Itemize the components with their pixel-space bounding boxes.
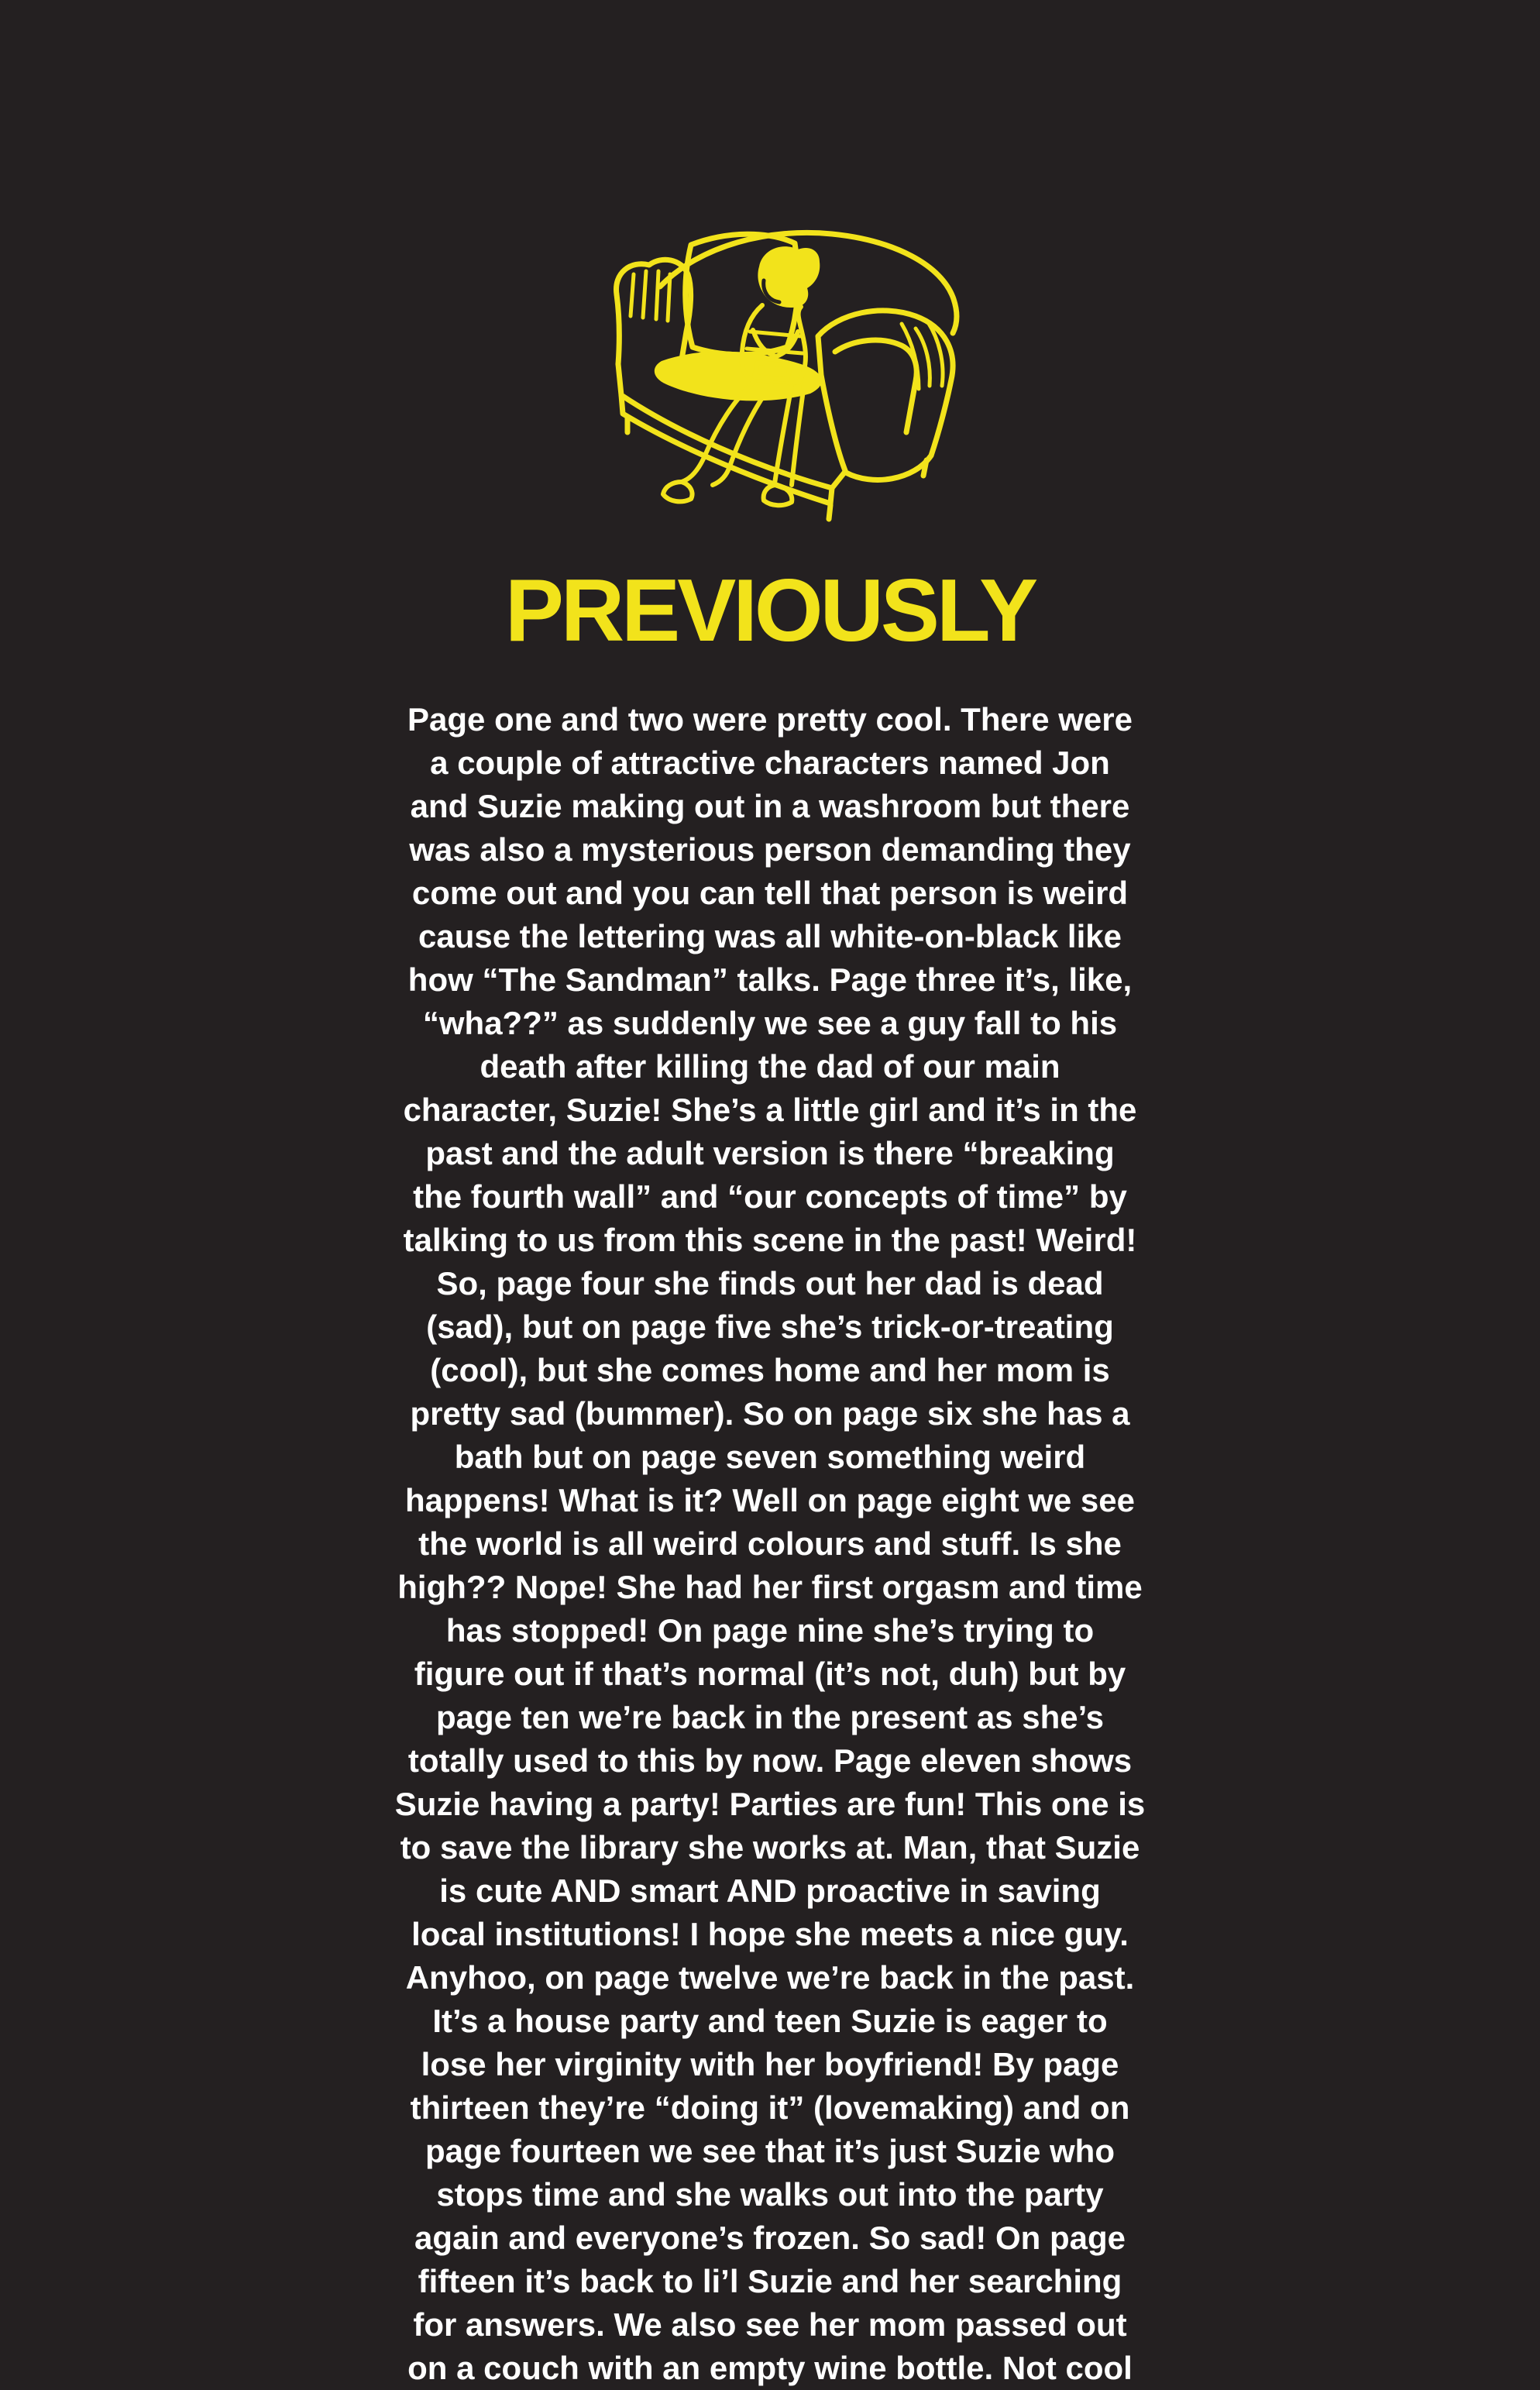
recap-line: is cute AND smart AND proactive in saving	[439, 1872, 1101, 1909]
recap-line: character, Suzie! She’s a little girl and it’s in the	[403, 1092, 1137, 1128]
recap-line: high?? Nope! She had her first orgasm and time	[397, 1569, 1143, 1605]
recap-line: has stopped! On page nine she’s trying to	[445, 1612, 1095, 1649]
recap-line: fifteen it’s back to li’l Suzie and her searching	[418, 2263, 1122, 2299]
recap-line: past and the adult version is there “breaking	[425, 1135, 1115, 1171]
recap-line: stops time and she walks out into the party	[436, 2176, 1104, 2213]
recap-line: bath but on page seven something weird	[454, 1439, 1086, 1475]
recap-line: (cool), but she comes home and her mom is	[430, 1352, 1110, 1388]
recap-line: It’s a house party and teen Suzie is eager to	[432, 2003, 1108, 2039]
recap-line: on a couch with an empty wine bottle. Not cool	[407, 2350, 1133, 2386]
recap-line: lose her virginity with her boyfriend! By page	[421, 2046, 1119, 2082]
page-title: PREVIOUSLY	[504, 562, 1036, 660]
recap-line: the fourth wall” and “our concepts of time” by	[413, 1178, 1127, 1215]
recap-line: happens! What is it? Well on page eight we see	[404, 1482, 1136, 1518]
recap-line: cause the lettering was all white-on-black like	[418, 918, 1122, 954]
recap-line: thirteen they’re “doing it” (lovemaking) and on	[410, 2089, 1130, 2126]
couch-reading-illustration	[569, 200, 971, 533]
recap-line: “wha??” as suddenly we see a guy fall to his	[422, 1005, 1118, 1041]
recap-line: and Suzie making out in a washroom but there	[410, 788, 1130, 824]
recap-line: Anyhoo, on page twelve we’re back in the past.	[405, 1959, 1135, 1996]
couch-reading-svg	[569, 200, 971, 533]
recap-line: the world is all weird colours and stuff. Is she	[418, 1525, 1122, 1562]
recap-line: for answers. We also see her mom passed out	[413, 2306, 1127, 2343]
recap-line: again and everyone’s frozen. So sad! On page	[414, 2220, 1126, 2256]
recap-line: Suzie having a party! Parties are fun! This one is	[394, 1786, 1146, 1822]
recap-line: pretty sad (bummer). So on page six she has a	[410, 1395, 1130, 1432]
recap-line: was also a mysterious person demanding they	[409, 831, 1131, 868]
recap-line: a couple of attractive characters named Jon	[430, 745, 1110, 781]
recap-line: page ten we’re back in the present as she’s	[435, 1699, 1105, 1735]
recap-line: totally used to this by now. Page eleven shows	[407, 1742, 1133, 1779]
recap-line: Page one and two were pretty cool. There were	[407, 701, 1133, 738]
recap-line: figure out if that’s normal (it’s not, duh) but by	[414, 1656, 1126, 1692]
recap-line: come out and you can tell that person is weird	[411, 875, 1129, 911]
recap-line: talking to us from this scene in the past! Weird!	[403, 1222, 1137, 1258]
recap-text	[359, 698, 1181, 2390]
recap-line: So, page four she finds out her dad is dead	[436, 1265, 1104, 1302]
recap-line: (sad), but on page five she’s trick-or-treating	[426, 1308, 1114, 1345]
recap-line: page fourteen we see that it’s just Suzie who	[425, 2133, 1115, 2169]
recap-line: death after killing the dad of our main	[480, 1048, 1060, 1085]
recap-line: how “The Sandman” talks. Page three it’s, like,	[407, 961, 1133, 998]
recap-line: local institutions! I hope she meets a nice guy.	[411, 1916, 1129, 1952]
recap-line: to save the library she works at. Man, that Suzie	[400, 1829, 1140, 1866]
